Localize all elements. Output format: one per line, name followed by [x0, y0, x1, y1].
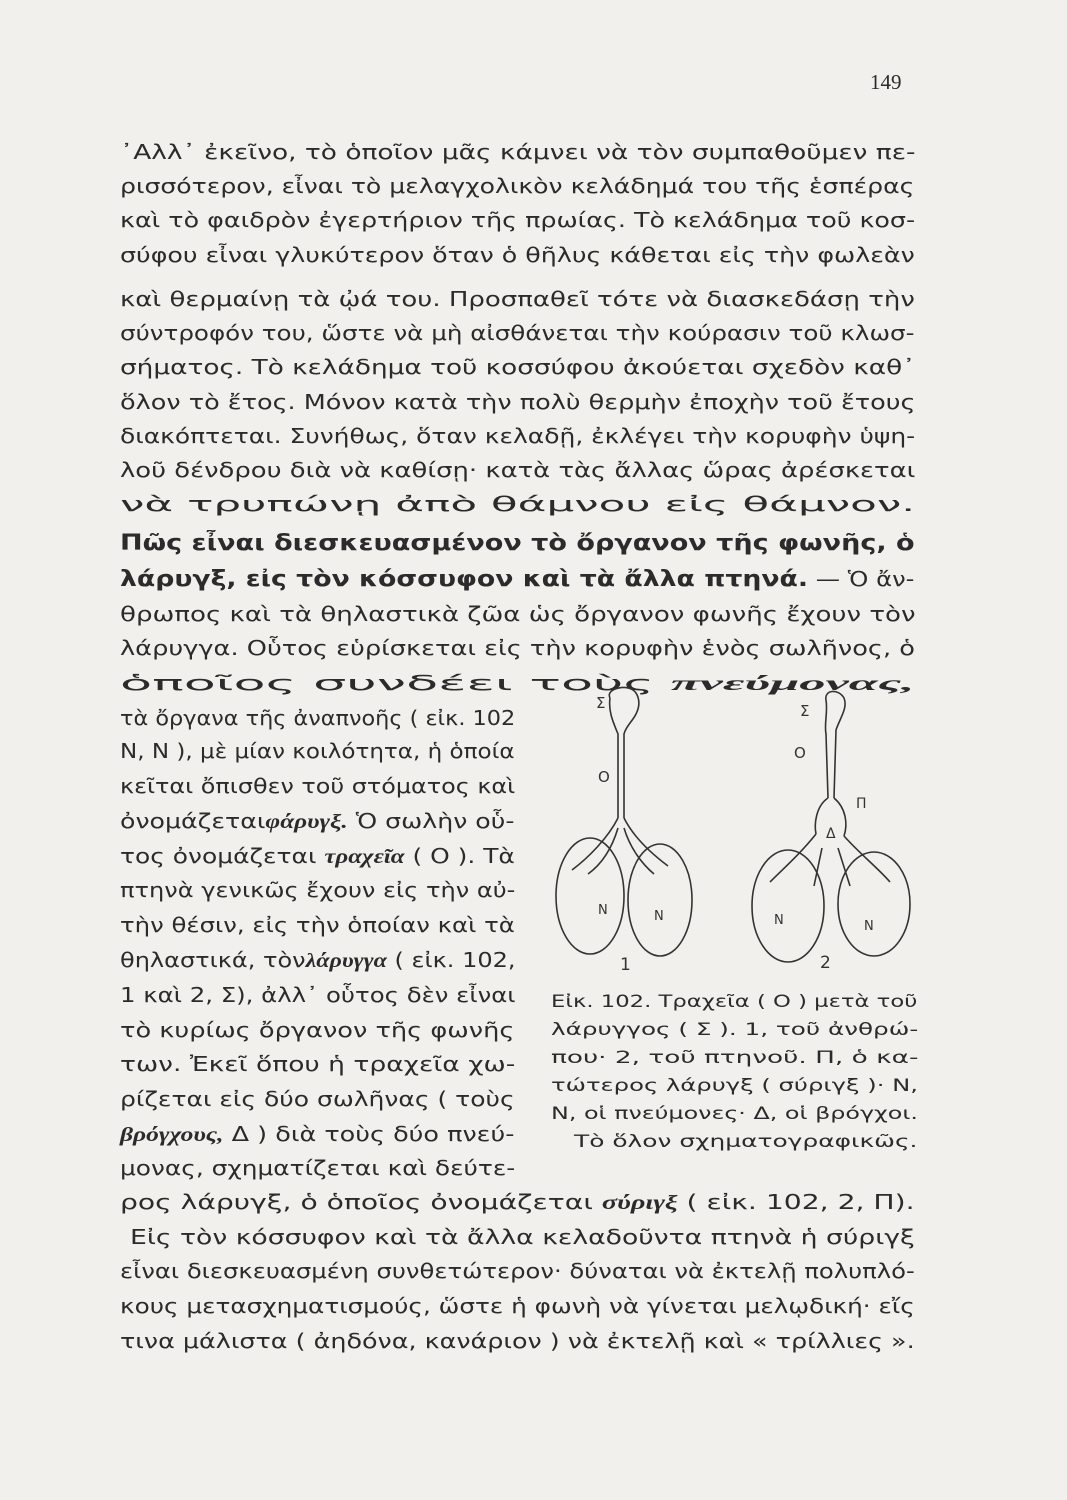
- caption-line: τώτερος λάρυγξ ( σύριγξ )· Ν,: [551, 1076, 919, 1096]
- text-span: ( Ο ). Τὰ: [412, 844, 515, 868]
- label-nu-2b: Ν: [864, 919, 874, 934]
- text-line: ὅλον τὸ ἔτος. Μόνον κατὰ τὴν πολὺ θερμὴν ἐποχὴν τοῦ ἔτους: [120, 390, 916, 414]
- label-nu-1b: Ν: [654, 909, 664, 924]
- text-span: τος ὀνομάζεται: [120, 844, 317, 868]
- text-line: εἶναι διεσκευασμένη συνθετώτερον· δύναται νὰ ἐκτελῇ πολυπλό-: [120, 1259, 915, 1283]
- term-larynga: λάρυγγα: [305, 950, 387, 972]
- text-line: λάρυγγα. Οὗτος εὑρίσκεται εἰς τὴν κορυφὴν ἑνὸς σωλῆνος, ὁ: [120, 636, 915, 660]
- text-line: Εἰς τὸν κόσσυφον καὶ τὰ ἄλλα κελαδοῦντα πτηνὰ ἡ σύριγξ: [130, 1225, 915, 1249]
- term-pharynx: φάρυγξ.: [265, 811, 348, 833]
- text-line: [120, 1120, 514, 1149]
- caption-line: Ν, οἱ πνεύμονες· Δ, οἱ βρόγχοι.: [551, 1104, 918, 1124]
- label-delta: Δ: [826, 826, 836, 842]
- text-line: τὴν θέσιν, εἰς τὴν ὁποίαν καὶ τὰ: [120, 913, 515, 937]
- text-span: ὀνομάζεται: [120, 809, 266, 833]
- text-line: νὰ τρυπώνῃ ἀπὸ θάμνου εἰς θάμνον.: [120, 492, 916, 516]
- text-line: τινα μάλιστα ( ἀηδόνα, κανάριον ) νὰ ἐκτελῇ καὶ « τρίλλιες ».: [120, 1329, 915, 1353]
- text-line: λοῦ δένδρου διὰ νὰ καθίσῃ· κατὰ τὰς ἄλλας ὥρας ἀρέσκεται: [120, 458, 916, 482]
- label-nu-2a: Ν: [774, 913, 784, 928]
- trachea-diagram: [548, 678, 928, 978]
- human-respiratory-drawing: [556, 687, 692, 956]
- text-line: σύντροφόν του, ὥστε νὰ μὴ αἰσθάνεται τὴν κούρασιν τοῦ κλωσ-: [120, 321, 915, 345]
- label-fig1: 1: [620, 955, 631, 975]
- text-span: Δ ) διὰ τοὺς δύο πνεύ-: [231, 1122, 515, 1146]
- label-sigma-1: Σ: [596, 694, 606, 712]
- term-syrinx: σύριγξ: [601, 1192, 678, 1214]
- text-line: ρίζεται εἰς δύο σωλῆνας ( τοὺς: [120, 1087, 515, 1111]
- term-tracheia: τραχεῖα: [324, 846, 405, 868]
- text-line: πτηνὰ γενικῶς ἔχουν εἰς τὴν αὐ-: [120, 878, 516, 902]
- text-line: θρωπος καὶ τὰ θηλαστικὰ ζῶα ὡς ὄργανον φωνῆς ἔχουν τὸν: [120, 602, 916, 626]
- text-line: ᾿Αλλ᾿ ἐκεῖνο, τὸ ὁποῖον μᾶς κάμνει νὰ τὸν συμπαθοῦμεν πε-: [120, 140, 916, 164]
- text-line: τὰ ὄργανα τῆς ἀναπνοῆς ( εἰκ. 102: [120, 706, 516, 730]
- label-fig2: 2: [820, 953, 831, 973]
- term-pneumones: πνεύμονας,: [670, 673, 915, 695]
- label-nu-1a: Ν: [598, 903, 608, 918]
- text-line: [120, 842, 515, 871]
- caption-line: λάρυγγος ( Σ ). 1, τοῦ ἀνθρώ-: [551, 1020, 919, 1040]
- heading-line: Πῶς εἶναι διεσκευασμένον τὸ ὄργανον τῆς φωνῆς, ὁ: [120, 531, 915, 556]
- text-line: [120, 1188, 915, 1217]
- text-line: των. Ἐκεῖ ὅπου ἡ τραχεῖα χω-: [120, 1052, 516, 1076]
- text-span: ὁποῖος συνδέει τοὺς: [120, 671, 655, 695]
- caption-line: Τὸ ὅλον σχηματογραφικῶς.: [574, 1132, 918, 1152]
- text-line: καὶ τὸ φαιδρὸν ἐγερτήριον τῆς πρωίας. Τὸ κελάδημα τοῦ κοσ-: [120, 208, 916, 232]
- label-sigma-2: Σ: [800, 702, 810, 720]
- text-span: Ὁ σωλὴν οὗ-: [355, 809, 515, 833]
- text-line: σήματος. Τὸ κελάδημα τοῦ κοσσύφου ἀκούεται σχεδὸν καθ᾿: [120, 355, 916, 379]
- text-span: ( εἰκ. 102,: [394, 948, 516, 972]
- caption-line: Εἰκ. 102. Τραχεῖα ( Ο ) μετὰ τοῦ: [551, 992, 918, 1012]
- caption-line: που· 2, τοῦ πτηνοῦ. Π, ὁ κα-: [551, 1048, 919, 1068]
- text-line: σύφου εἶναι γλυκύτερον ὅταν ὁ θῆλυς κάθεται εἰς τὴν φωλεὰν: [120, 243, 915, 267]
- term-bronchous: βρόγχους,: [120, 1124, 224, 1146]
- text-line: [120, 946, 516, 975]
- text-span: ( εἰκ. 102, 2, Π).: [686, 1190, 915, 1214]
- text-line: τὸ κυρίως ὄργανον τῆς φωνῆς: [120, 1018, 515, 1042]
- text-line: ρισσότερον, εἶναι τὸ μελαγχολικὸν κελάδημά του τῆς ἑσπέρας: [120, 174, 915, 198]
- text-line: 1 καὶ 2, Σ), ἀλλ᾿ οὗτος δὲν εἶναι: [120, 983, 516, 1007]
- label-omicron-2: Ο: [794, 744, 806, 762]
- text-span: ρος λάρυγξ, ὁ ὁποῖος ὀνομάζεται: [120, 1190, 593, 1214]
- text-line: Ν, Ν ), μὲ μίαν κοιλότητα, ἡ ὁποία: [120, 739, 515, 763]
- heading-tail: — Ὁ ἄν-: [815, 567, 915, 591]
- text-line: κεῖται ὄπισθεν τοῦ στόματος καὶ: [120, 774, 516, 798]
- text-line: διακόπτεται. Συνήθως, ὅταν κελαδῇ, ἐκλέγει τὴν κορυφὴν ὑψη-: [120, 424, 916, 448]
- text-line: καὶ θερμαίνῃ τὰ ᾠά του. Προσπαθεῖ τότε νὰ διασκεδάσῃ τὴν: [120, 287, 915, 311]
- figure-102: [548, 678, 928, 978]
- text-line: [120, 807, 514, 836]
- page-number: 149: [870, 70, 902, 94]
- text-span: θηλαστικά, τὸν: [120, 948, 306, 972]
- label-pi: Π: [856, 796, 867, 812]
- label-omicron-1: Ο: [598, 768, 610, 786]
- heading-line-2: [120, 565, 914, 594]
- text-line: κους μετασχηματισμούς, ὥστε ἡ φωνὴ νὰ γίνεται μελῳδική· εἴς: [120, 1294, 915, 1318]
- heading-text: λάρυγξ, εἰς τὸν κόσσυφον καὶ τὰ ἄλλα πτηνά.: [120, 567, 809, 592]
- text-line: μονας, σχηματίζεται καὶ δεύτε-: [120, 1156, 516, 1180]
